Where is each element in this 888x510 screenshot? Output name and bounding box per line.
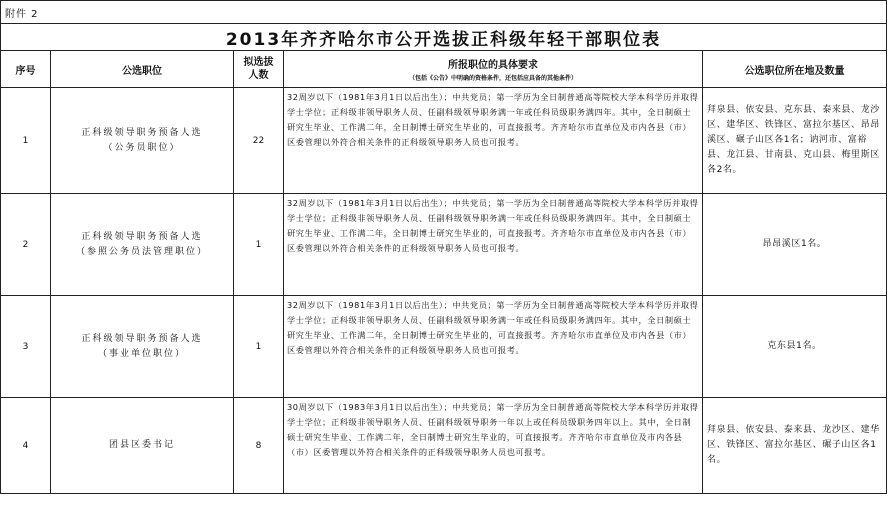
row-requirements: 30周岁以下（1983年3月1日以后出生）；中共党员；第一学历为全日制普通高等院校大学本科学历并取得学士学位；正科级非领导职务人员、任副科级领导职务一年以上或任科员级职务四年以上。其中，全日制硕士研究生毕业、工作满二年，全日制博士研究生毕业的，可直接报考。齐齐哈尔市直单位及市内各县（市）区委管理以外符合相关条件的正科级领导职务人员也可报考。 xyxy=(284,398,703,494)
row-position-line2: （参照公务员法管理职位） xyxy=(75,246,208,257)
table-row xyxy=(1,194,887,296)
row-seq: 1 xyxy=(1,88,51,194)
row-location: 拜泉县、依安县、克东县、泰来县、龙沙区、建华区、铁锋区、富拉尔基区、昂昂溪区、碾子山区各1名；讷河市、富裕县、龙江县、甘南县、克山县、梅里斯区各2名。 xyxy=(703,88,887,194)
row-position-line2: （公务员职位） xyxy=(103,142,181,153)
header-requirements xyxy=(284,51,703,88)
row-position-line2: （事业单位职位） xyxy=(97,348,186,359)
row-count: 22 xyxy=(234,88,284,194)
header-position: 公选职位 xyxy=(51,51,234,88)
row-count: 1 xyxy=(234,194,284,296)
header-seq: 序号 xyxy=(1,51,51,88)
row-location: 拜泉县、依安县、泰来县、龙沙区、建华区、铁锋区、富拉尔基区、碾子山区各1名。 xyxy=(703,398,887,494)
row-count: 1 xyxy=(234,296,284,398)
row-position-line1: 正科级领导职务预备人选 xyxy=(81,231,203,242)
attachment-label: 附件 2 xyxy=(1,1,887,24)
row-location: 克东县1名。 xyxy=(703,296,887,398)
row-requirements: 32周岁以下（1981年3月1日以后出生）；中共党员；第一学历为全日制普通高等院校大学本科学历并取得学士学位；正科级非领导职务人员、任副科级领导职务满一年或任科员级职务满四年。其中，全日制硕士研究生毕业、工作满二年，全日制博士研究生毕业的，可直接报考。齐齐哈尔市直单位及市内各县（市）区委管理以外符合相关条件的正科级领导职务人员也可报考。 xyxy=(284,88,703,194)
row-position xyxy=(51,194,234,296)
row-position xyxy=(51,88,234,194)
row-seq: 3 xyxy=(1,296,51,398)
table-row xyxy=(1,398,887,494)
table-row xyxy=(1,296,887,398)
row-position-line1: 正科级领导职务预备人选 xyxy=(81,127,203,138)
row-position-line1: 团县区委书记 xyxy=(108,440,175,450)
row-position xyxy=(51,296,234,398)
row-position-line1: 正科级领导职务预备人选 xyxy=(81,333,203,344)
row-location: 昂昂溪区1名。 xyxy=(703,194,887,296)
table-title: 2013年齐齐哈尔市公开选拔正科级年轻干部职位表 xyxy=(1,24,887,51)
row-seq: 2 xyxy=(1,194,51,296)
row-requirements: 32周岁以下（1981年3月1日以后出生）；中共党员；第一学历为全日制普通高等院校大学本科学历并取得学士学位；正科级非领导职务人员、任副科级领导职务满一年或任科员级职务满四年。其中，全日制硕士研究生毕业、工作满二年，全日制博士研究生毕业的，可直接报考。齐齐哈尔市直单位及市内各县（市）区委管理以外符合相关条件的正科级领导职务人员也可报考。 xyxy=(284,296,703,398)
row-seq: 4 xyxy=(1,398,51,494)
header-count: 拟选拔人数 xyxy=(234,51,284,88)
header-requirements-note: （包括《公告》中明确的资格条件，还包括应具备的其他条件） xyxy=(408,75,577,82)
row-requirements: 32周岁以下（1981年3月1日以后出生）；中共党员；第一学历为全日制普通高等院校大学本科学历并取得学士学位；正科级非领导职务人员、任副科级领导职务满一年或任科员级职务满四年。其中，全日制硕士研究生毕业、工作满二年，全日制博士研究生毕业的，可直接报考。齐齐哈尔市直单位及市内各县（市）区委管理以外符合相关条件的正科级领导职务人员也可报考。 xyxy=(284,194,703,296)
row-position xyxy=(51,398,234,494)
header-row xyxy=(1,51,887,88)
header-requirements-title: 所报职位的具体要求 xyxy=(448,60,538,71)
table-row xyxy=(1,88,887,194)
row-count: 8 xyxy=(234,398,284,494)
header-location: 公选职位所在地及数量 xyxy=(703,51,887,88)
